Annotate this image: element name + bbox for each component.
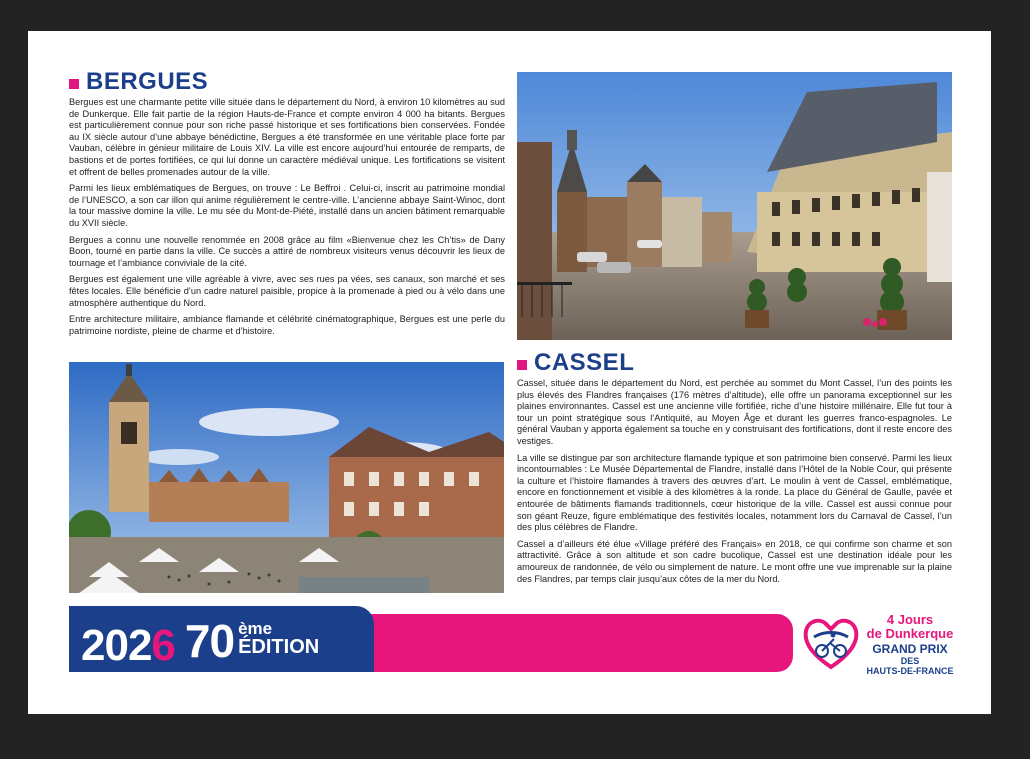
paragraph: Bergues a connu une nouvelle renommée en 2008 grâce au film «Bienvenue chez les Ch’tis» de Dany Boon, tourné en partie dans la ville. Ce succès a attiré de nombreux visiteurs venus découvrir les lieux de tournage et l’ambiance conviviale de la cité. (69, 234, 505, 268)
logo-text (864, 613, 956, 676)
cassel-text (517, 378, 952, 585)
year-last-digit: 6 (151, 621, 175, 670)
cassel-title-text: CASSEL (534, 349, 635, 376)
paragraph: Bergues est une charmante petite ville située dans le département du Nord, à environ 10 kilomètres au sud de Dunkerque. Elle fait partie de la région Hauts-de-France et compte environ 4 000 ha bitants. Bergues est particulièrement connue pour son riche passé historique et ses fortifications bien conservées. Fondée au IX siècle autour d’une abbaye bénédictine, Bergues a été transformée en une véritable place forte par Vauban, célèbre in génieur militaire de Louis XIV. La ville est encore aujourd’hui entourée de remparts, de bastions et de portes fortifiées, ce qui lui donne un caractère médiéval unique. Les fortifications se visitent et offrent de belles promenades autour de la ville. (69, 97, 505, 177)
paragraph: Cassel a d’ailleurs été élue «Village préféré des Français» en 2018, ce qui confirme son charme et son attractivité. Grâce à son altitude et son cadre bucolique, Cassel est une destination idéale pour les amoureux de randonnée, de vélo ou simplement de nature. Le mont offre une vue imprenable sur la plaine des Flandres, par temps clair jusqu’aux côtes de la mer du Nord. (517, 538, 952, 584)
pink-square-marker (69, 79, 79, 89)
paragraph: Cassel, située dans le département du Nord, est perchée au sommet du Mont Cassel, l’un des points les plus élevés des Flandres françaises (176 mètres d’altitude), elle offre un panorama exceptionnel sur les plaines environnantes. Cassel est une ancienne ville fortifiée, riche d’une histoire millénaire. Elle fut tour à tour un point stratégique sous l’Antiquité, au Moyen Âge et durant les guerres franco-espagnoles. Le général Vauban y apporta également sa touche en y construisant des fortifications, dont il reste encore des vestiges. (517, 378, 952, 446)
bergues-title-text: BERGUES (86, 68, 209, 95)
paragraph: Parmi les lieux emblématiques de Bergues, on trouve : Le Beffroi . Celui-ci, inscrit au patrimoine mondial de l’UNESCO, a son car illon qui anime régulièrement le centre-ville. L’ancienne abbaye Saint-Winoc, dont la tour massive domine la ville. Le mu sée du Mont-de-Piété, installé dans un ancien bâtiment remarquable du XVII siècle. (69, 183, 505, 228)
anniversary-text (238, 620, 319, 659)
bergues-text (69, 97, 505, 337)
anniversary-word: ÉDITION (238, 636, 320, 659)
footer-edition-banner (69, 606, 374, 672)
race-logo (800, 611, 960, 681)
cassel-title (517, 350, 952, 376)
brochure-page (28, 31, 991, 714)
cassel-section (517, 72, 952, 590)
anniversary-label (184, 614, 320, 667)
pink-square-marker (517, 360, 527, 370)
bergues-title (69, 69, 505, 95)
logo-line-5: HAUTS-DE-FRANCE (866, 666, 954, 676)
bergues-photo (69, 362, 504, 593)
anniversary-number: 70 (184, 615, 235, 667)
logo-line-4: DES (900, 656, 920, 666)
logo-line-3: GRAND PRIX (872, 642, 948, 656)
year-digits: 202 (81, 621, 152, 670)
paragraph: La ville se distingue par son architecture flamande typique et son patrimoine bien conservé. Parmi les lieux incontournables : Le Musée Départemental de Flandre, installé dans l’Hôtel de la Noble Cour, qui présente la culture et l’histoire flamandes à travers des œuvres d’art. Le moulin à vent de Cassel, emblématique, encore en fonctionnement et visible à des kilomètres à la ronde. La place du Général de Gaulle, pavée et entourée de bâtiments flamands traditionnels, cœur historique de la ville. Cassel est aussi connue pour son géant Reuze, figure emblématique des festivités locales, notamment lors du Carnaval de Cassel, l’un des plus célèbres de Flandre. (517, 452, 952, 533)
logo-line-2: de Dunkerque (866, 626, 954, 641)
paragraph: Bergues est également une ville agréable à vivre, avec ses rues pa vées, ses canaux, son marché et ses fêtes locales. Elle bénéficie d’un cadre naturel paisible, propice à la promenade à pied ou à vélo dans une atmosphère authentique du Nord. (69, 274, 505, 308)
logo-line-1: 4 Jours (886, 612, 934, 627)
anniversary-suffix: ème (238, 618, 273, 638)
cyclist-heart-icon (800, 613, 862, 675)
bergues-section (69, 69, 505, 342)
edition-year (81, 621, 175, 670)
paragraph: Entre architecture militaire, ambiance flamande et célébrité cinématographique, Bergues est une perle du patrimoine nordiste, pleine de charme et d’histoire. (69, 314, 505, 336)
